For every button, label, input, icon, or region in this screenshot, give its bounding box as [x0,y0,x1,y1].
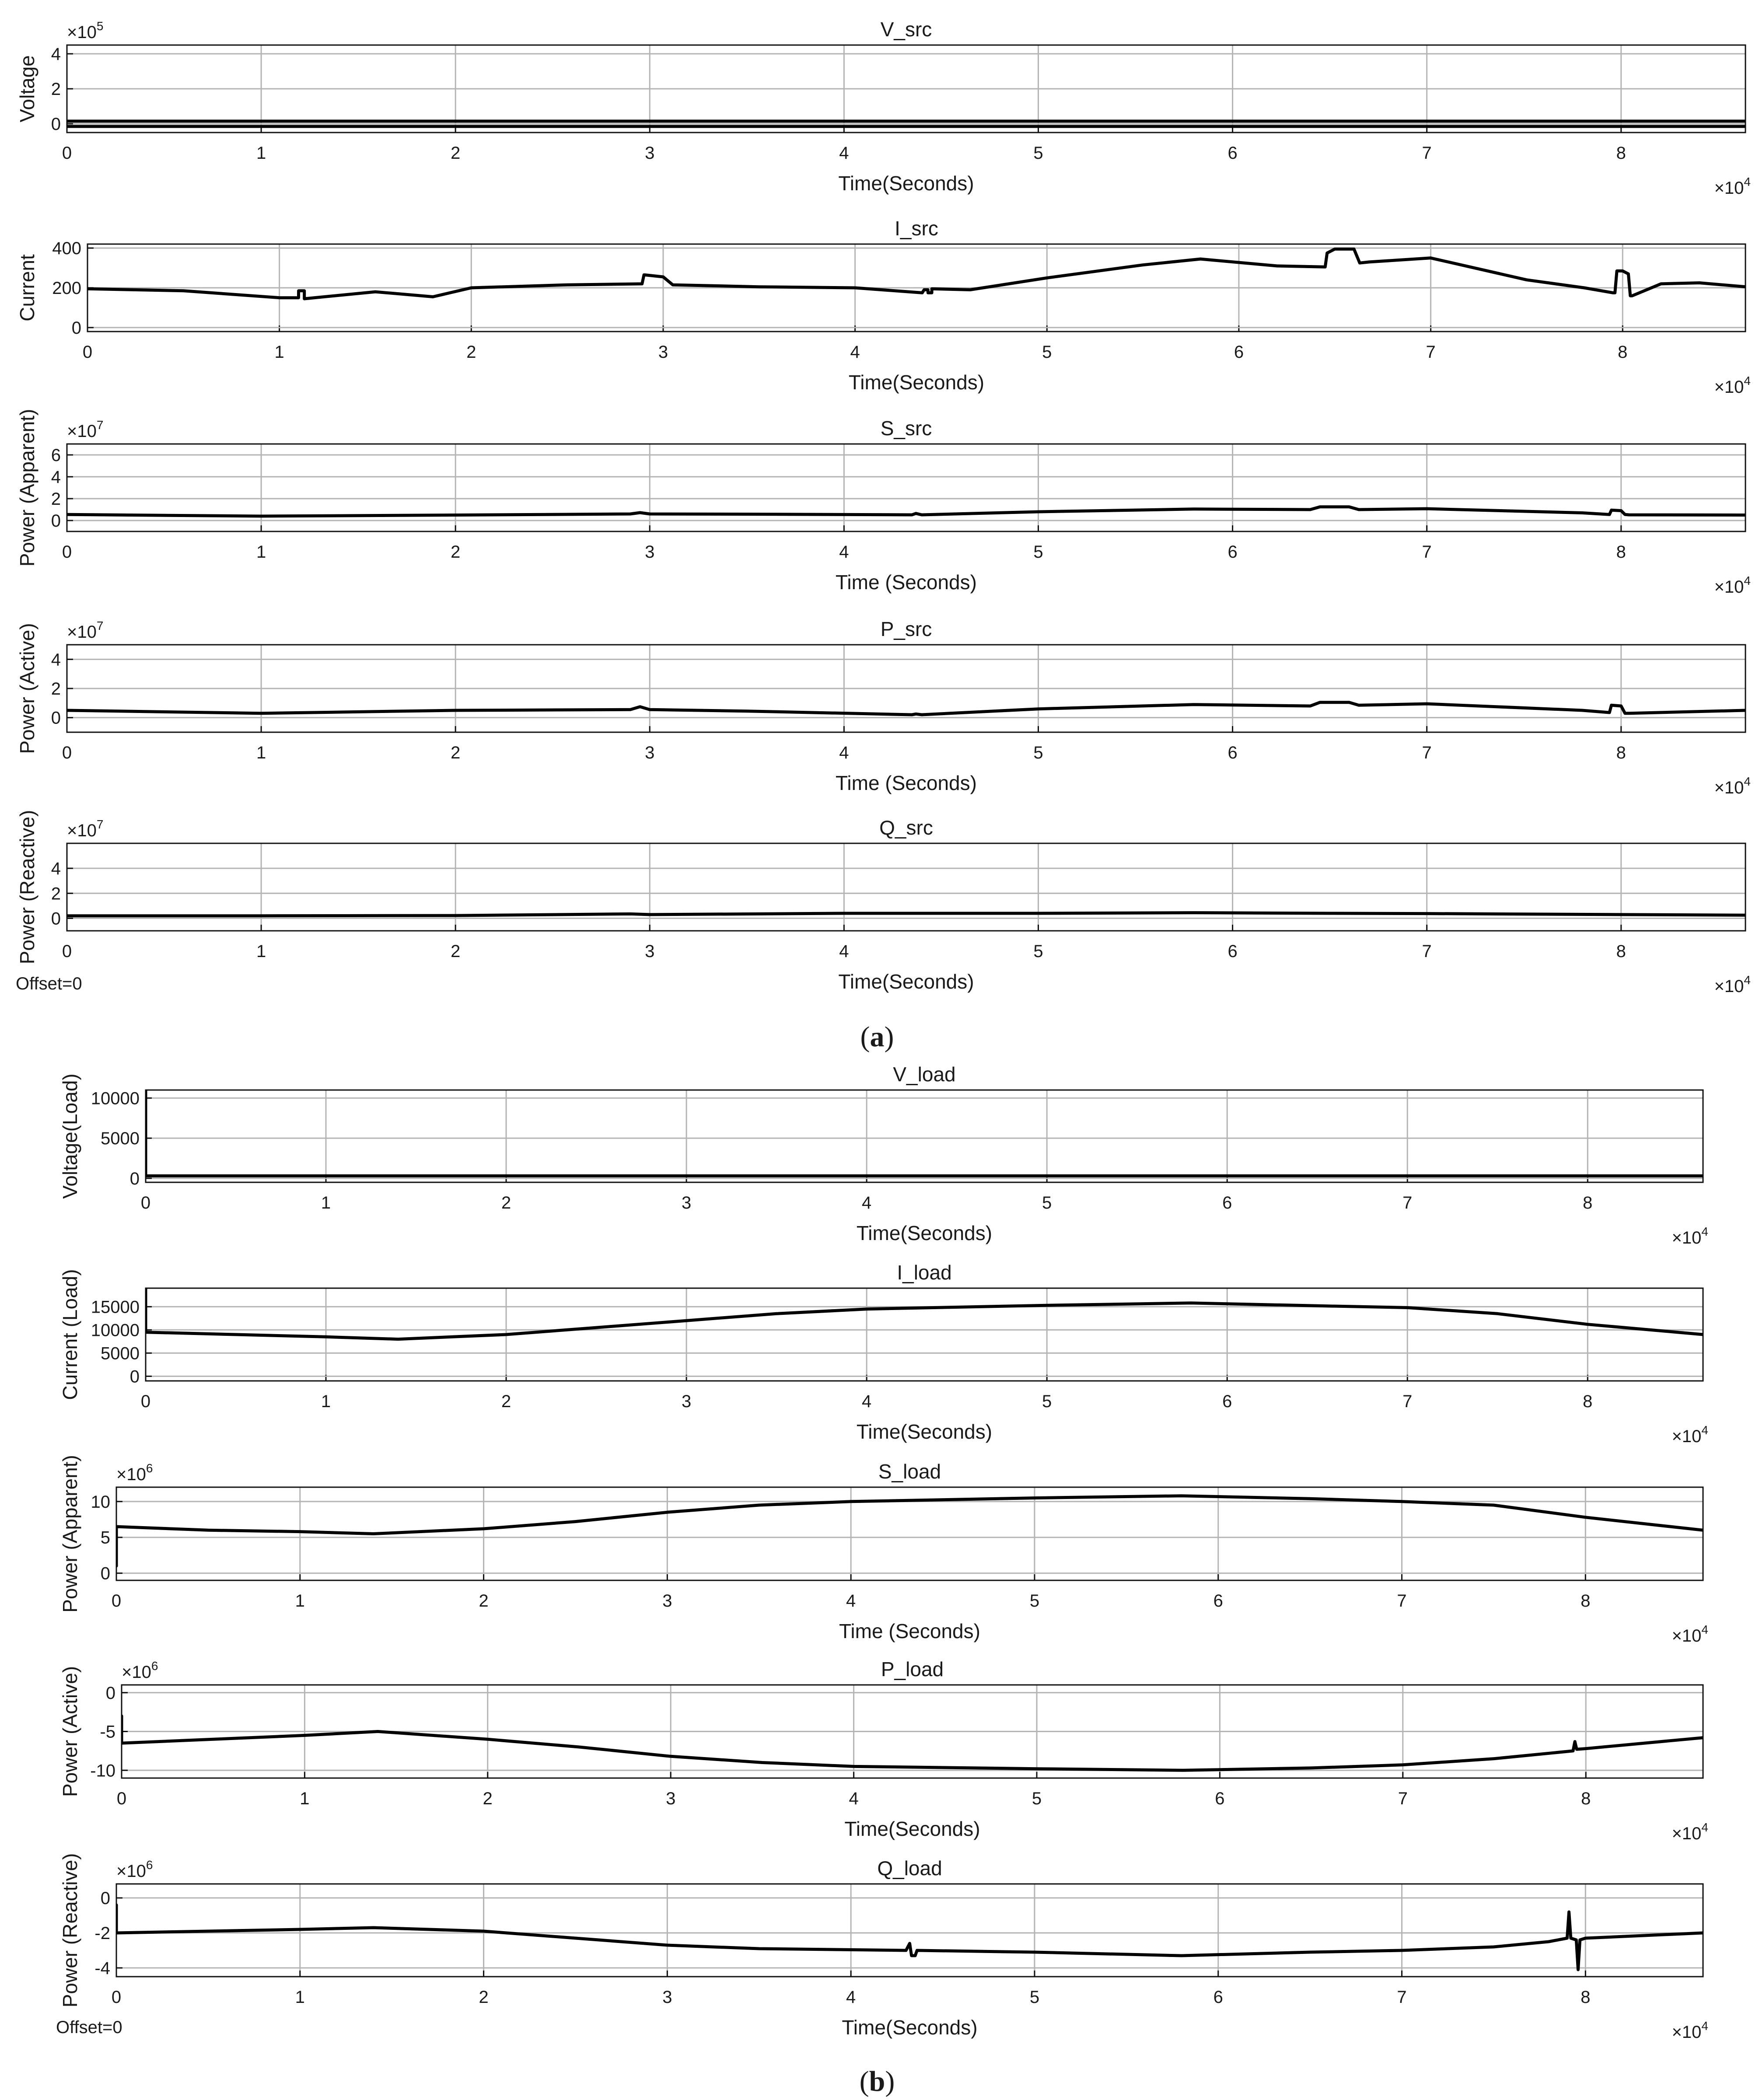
x-tick-label: 2 [451,942,461,961]
x-tick-label: 3 [681,1193,692,1212]
panel-title: S_src [880,417,932,440]
x-tick-label: 1 [274,342,284,362]
panel-title: I_src [895,217,938,240]
offset-label-a: Offset=0 [16,974,82,993]
y-tick-label: 0 [71,318,81,338]
x-exponent-label: $\times 10^4$ [1714,574,1751,597]
x-axis-label: Time (Seconds) [836,772,977,794]
x-tick-label: 6 [1227,143,1238,163]
x-exponent-label: $\times 10^4$ [1714,374,1751,397]
x-tick-label: 8 [1583,1392,1593,1411]
x-tick-label: 1 [256,542,266,562]
x-exponent-label: $\times 10^4$ [1714,175,1751,198]
x-tick-label: 3 [666,1789,676,1808]
x-axis-label: Time(Seconds) [844,1817,980,1840]
x-axis-label: Time(Seconds) [842,2016,978,2039]
y-tick-label: -10 [90,1761,115,1781]
x-tick-label: 3 [681,1392,692,1411]
y-tick-label: 5000 [101,1129,140,1149]
x-tick-label: 6 [1213,1988,1223,2007]
x-tick-label: 3 [645,743,655,762]
x-tick-label: 4 [850,342,860,362]
x-axis-label: Time(Seconds) [838,970,974,993]
y-axis-label: Power (Reactive) [59,1853,81,2008]
y-tick-label: 0 [100,1889,110,1908]
x-exponent-label: $\times 10^4$ [1672,1423,1708,1446]
y-tick-label: 4 [51,650,61,670]
x-tick-label: 3 [645,942,655,961]
x-tick-label: 2 [479,1988,489,2007]
x-tick-label: 5 [1032,1789,1042,1808]
y-tick-label: 0 [129,1367,140,1387]
x-tick-label: 0 [111,1591,122,1611]
panel-s-load [59,1455,1708,1646]
x-tick-label: 2 [501,1193,511,1212]
x-exponent-label: $\times 10^4$ [1672,2019,1708,2042]
y-tick-label: 6 [51,446,61,465]
x-axis-label: Time (Seconds) [836,571,977,594]
x-tick-label: 5 [1029,1591,1040,1611]
x-tick-label: 7 [1402,1193,1413,1212]
caption-b: (b) [859,2065,895,2097]
x-tick-label: 4 [849,1789,859,1808]
x-axis-label: Time (Seconds) [839,1620,980,1642]
panel-p-load [59,1658,1708,1843]
y-tick-label: 2 [51,489,61,509]
x-tick-label: 1 [256,942,266,961]
x-tick-label: 6 [1222,1193,1232,1212]
x-tick-label: 7 [1397,1591,1407,1611]
x-tick-label: 4 [846,1988,856,2007]
x-tick-label: 0 [111,1988,122,2007]
y-tick-label: 0 [51,511,61,531]
y-axis-label: Power (Apparent) [59,1455,81,1613]
x-tick-label: 0 [62,743,72,762]
panel-title: P_load [881,1658,944,1681]
panel-v-load [59,1063,1708,1247]
x-tick-label: 3 [645,542,655,562]
x-tick-label: 2 [466,342,476,362]
y-tick-label: 15000 [91,1297,140,1317]
x-tick-label: 7 [1422,743,1432,762]
y-exponent-label: $\times 10^6$ [116,1461,153,1484]
y-tick-label: 4 [51,468,61,487]
x-tick-label: 5 [1033,942,1043,961]
x-tick-label: 5 [1033,542,1043,562]
panel-title: V_src [880,18,932,41]
y-axis-label: Power (Active) [59,1666,81,1797]
x-tick-label: 3 [645,143,655,163]
panel-i-src [16,217,1751,397]
x-tick-label: 4 [846,1591,856,1611]
y-exponent-label: $\times 10^6$ [122,1659,158,1682]
x-exponent-label: $\times 10^4$ [1672,1623,1708,1646]
plot-area [146,1090,1703,1182]
x-tick-label: 8 [1616,542,1626,562]
x-tick-label: 3 [662,1988,672,2007]
x-tick-label: 1 [256,743,266,762]
y-axis-label: Power (Active) [16,623,38,754]
x-tick-label: 5 [1042,1193,1052,1212]
x-tick-label: 1 [321,1392,331,1411]
x-tick-label: 8 [1618,342,1628,362]
x-tick-label: 6 [1227,743,1238,762]
y-exponent-label: $\times 10^7$ [67,619,104,642]
x-axis-label: Time(Seconds) [856,1222,993,1244]
x-tick-label: 0 [62,542,72,562]
x-axis-label: Time(Seconds) [856,1420,993,1443]
panel-title: I_load [897,1261,952,1284]
y-tick-label: 2 [51,80,61,99]
y-exponent-label: $\times 10^6$ [116,1858,153,1881]
y-tick-label: 4 [51,859,61,879]
y-tick-label: 200 [52,279,81,298]
x-tick-label: 1 [295,1591,305,1611]
y-tick-label: 0 [51,909,61,929]
x-tick-label: 5 [1042,342,1052,362]
x-tick-label: 4 [839,143,849,163]
panel-i-load [59,1261,1708,1446]
y-axis-label: Voltage [16,55,38,122]
plot-area [146,1288,1703,1381]
x-exponent-label: $\times 10^4$ [1672,1225,1708,1247]
y-axis-label: Voltage(Load) [59,1073,81,1199]
x-tick-label: 0 [62,143,72,163]
x-tick-label: 5 [1029,1988,1040,2007]
y-axis-label: Power (Reactive) [16,810,38,964]
offset-label-b: Offset=0 [56,2018,122,2037]
x-tick-label: 5 [1033,143,1043,163]
x-tick-label: 5 [1033,743,1043,762]
x-tick-label: 1 [321,1193,331,1212]
x-tick-label: 4 [839,942,849,961]
y-exponent-label: $\times 10^5$ [67,19,104,42]
x-exponent-label: $\times 10^4$ [1714,775,1751,797]
panel-title: S_load [878,1460,941,1483]
x-tick-label: 5 [1042,1392,1052,1411]
x-tick-label: 8 [1581,1988,1591,2007]
y-exponent-label: $\times 10^7$ [67,418,104,441]
y-exponent-label: $\times 10^7$ [67,818,104,840]
caption-a-letter: a [870,1021,885,1053]
panel-q-src [16,810,1751,996]
x-tick-label: 0 [140,1392,151,1411]
x-exponent-label: $\times 10^4$ [1672,1820,1708,1843]
x-tick-label: 4 [839,743,849,762]
x-tick-label: 7 [1397,1988,1407,2007]
plot-area [67,444,1745,531]
panel-title: V_load [893,1063,956,1086]
x-tick-label: 3 [662,1591,672,1611]
x-tick-label: 6 [1234,342,1244,362]
y-tick-label: 0 [105,1683,115,1703]
panel-q-load [59,1853,1708,2042]
x-tick-label: 7 [1398,1789,1408,1808]
x-tick-label: 7 [1422,143,1432,163]
x-axis-label: Time(Seconds) [848,371,985,394]
y-tick-label: -2 [94,1924,110,1943]
x-axis-label: Time(Seconds) [838,172,974,195]
y-tick-label: 0 [51,708,61,728]
panel-v-src [16,18,1751,198]
y-axis-label: Current (Load) [59,1269,81,1400]
x-tick-label: 2 [451,743,461,762]
x-tick-label: 4 [862,1392,872,1411]
x-tick-label: 1 [300,1789,310,1808]
x-tick-label: 4 [862,1193,872,1212]
x-tick-label: 0 [62,942,72,961]
x-tick-label: 0 [116,1789,127,1808]
y-tick-label: 400 [52,239,81,259]
panel-title: Q_load [877,1857,942,1880]
y-tick-label: 0 [100,1564,110,1583]
x-exponent-label: $\times 10^4$ [1714,973,1751,996]
x-tick-label: 7 [1422,942,1432,961]
x-tick-label: 4 [839,542,849,562]
y-tick-label: 10 [91,1492,110,1512]
y-tick-label: 5000 [101,1344,140,1363]
panel-s-src [16,409,1751,597]
x-tick-label: 6 [1227,542,1238,562]
panel-p-src [16,618,1751,797]
y-tick-label: 4 [51,45,61,64]
x-tick-label: 2 [451,143,461,163]
y-tick-label: -5 [100,1722,115,1742]
x-tick-label: 7 [1426,342,1436,362]
y-tick-label: 0 [51,115,61,134]
x-tick-label: 1 [256,143,266,163]
x-tick-label: 8 [1581,1789,1591,1808]
x-tick-label: 8 [1616,942,1626,961]
x-tick-label: 2 [479,1591,489,1611]
x-tick-label: 1 [295,1988,305,2007]
x-tick-label: 8 [1581,1591,1591,1611]
x-tick-label: 0 [140,1193,151,1212]
caption-a: (a) [860,1021,894,1053]
panel-title: Q_src [879,816,933,839]
y-tick-label: 2 [51,679,61,699]
y-axis-label: Current [16,254,38,321]
y-axis-label: Power (Apparent) [16,409,38,567]
y-tick-label: 10000 [91,1089,140,1108]
panel-title: P_src [880,618,932,640]
y-tick-label: 10000 [91,1321,140,1340]
y-tick-label: -4 [94,1959,110,1978]
y-tick-label: 0 [129,1169,140,1188]
y-tick-label: 5 [100,1528,110,1548]
x-tick-label: 8 [1616,743,1626,762]
x-tick-label: 8 [1583,1193,1593,1212]
x-tick-label: 6 [1213,1591,1223,1611]
x-tick-label: 6 [1227,942,1238,961]
x-tick-label: 3 [658,342,668,362]
x-tick-label: 0 [82,342,93,362]
x-tick-label: 8 [1616,143,1626,163]
x-tick-label: 2 [483,1789,493,1808]
x-tick-label: 7 [1422,542,1432,562]
y-tick-label: 2 [51,884,61,904]
x-tick-label: 2 [451,542,461,562]
x-tick-label: 2 [501,1392,511,1411]
x-tick-label: 7 [1402,1392,1413,1411]
x-tick-label: 6 [1222,1392,1232,1411]
caption-b-letter: b [869,2065,885,2097]
x-tick-label: 6 [1215,1789,1225,1808]
